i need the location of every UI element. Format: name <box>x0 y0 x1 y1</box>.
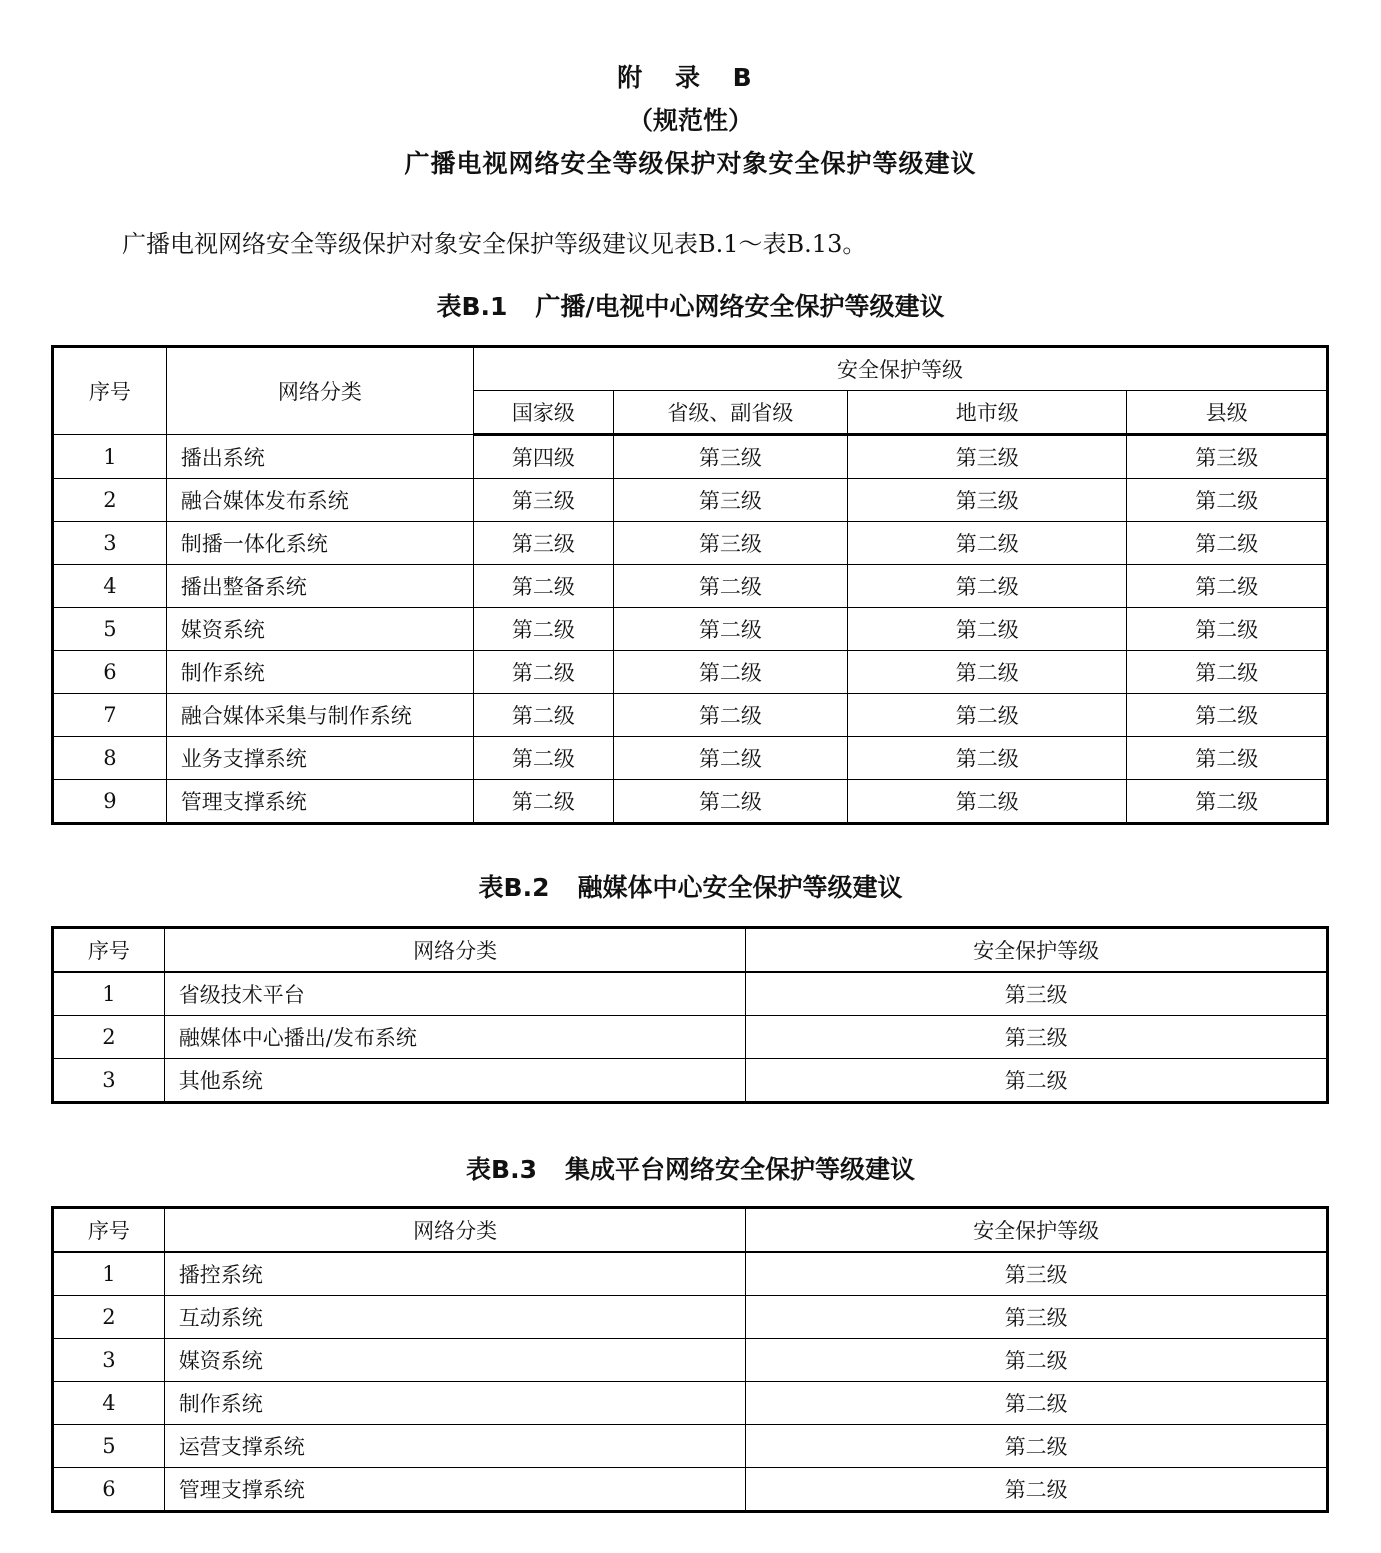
table-cell: 4 <box>53 1382 165 1425</box>
table-cell: 5 <box>53 1425 165 1468</box>
table-cell: 制播一体化系统 <box>166 522 473 565</box>
table-cell: 管理支撑系统 <box>166 780 473 824</box>
table2-caption-title: 融媒体中心安全保护等级建议 <box>577 873 903 902</box>
table-cell: 融合媒体发布系统 <box>166 479 473 522</box>
table1-caption-number: 表B.1 <box>436 292 508 321</box>
table-cell: 第二级 <box>1127 651 1328 694</box>
table-row <box>53 1059 1328 1103</box>
table2-header-level: 安全保护等级 <box>746 928 1328 973</box>
table-cell: 6 <box>53 1468 165 1512</box>
table-cell: 第三级 <box>848 435 1127 479</box>
table-cell: 媒资系统 <box>164 1339 746 1382</box>
table-cell: 8 <box>53 737 167 780</box>
table-cell: 3 <box>53 1339 165 1382</box>
table-cell: 第三级 <box>848 479 1127 522</box>
table-cell: 第三级 <box>474 479 614 522</box>
table-cell: 第二级 <box>848 694 1127 737</box>
table-cell: 第三级 <box>1127 435 1328 479</box>
table-cell: 制作系统 <box>166 651 473 694</box>
table-cell: 6 <box>53 651 167 694</box>
table-cell: 制作系统 <box>164 1382 746 1425</box>
table-cell: 第二级 <box>474 780 614 824</box>
table-cell: 第三级 <box>746 1296 1328 1339</box>
table1-header-county: 县级 <box>1127 391 1328 435</box>
table3-body <box>53 1252 1328 1512</box>
table-cell: 第二级 <box>848 565 1127 608</box>
table-cell: 第三级 <box>613 435 847 479</box>
table2-header-category: 网络分类 <box>164 928 746 973</box>
table-cell: 运营支撑系统 <box>164 1425 746 1468</box>
table1 <box>51 345 1329 825</box>
table-row <box>53 972 1328 1016</box>
table-cell: 第二级 <box>848 737 1127 780</box>
table-cell: 2 <box>53 1296 165 1339</box>
table-cell: 第二级 <box>746 1059 1328 1103</box>
table-cell: 第二级 <box>474 651 614 694</box>
table-cell: 第二级 <box>613 608 847 651</box>
table1-header-category: 网络分类 <box>166 347 473 435</box>
table-cell: 第二级 <box>1127 608 1328 651</box>
table-cell: 第二级 <box>1127 479 1328 522</box>
table2 <box>51 926 1329 1104</box>
table-cell: 第二级 <box>746 1339 1328 1382</box>
intro-paragraph: 广播电视网络安全等级保护对象安全保护等级建议见表B.1～表B.13。 <box>122 230 867 258</box>
table1-header-city: 地市级 <box>848 391 1127 435</box>
table-cell: 1 <box>53 972 165 1016</box>
table-cell: 1 <box>53 1252 165 1296</box>
table-row <box>53 1339 1328 1382</box>
table-cell: 2 <box>53 1016 165 1059</box>
table2-caption <box>0 868 1381 904</box>
table-cell: 第二级 <box>1127 780 1328 824</box>
table-cell: 第二级 <box>613 565 847 608</box>
table-cell: 第二级 <box>474 694 614 737</box>
table2-caption-number: 表B.2 <box>478 873 550 902</box>
table-cell: 第二级 <box>848 780 1127 824</box>
table1-header-seq: 序号 <box>53 347 167 435</box>
table-cell: 第二级 <box>848 608 1127 651</box>
table-cell: 第二级 <box>848 522 1127 565</box>
table3-caption <box>0 1150 1381 1186</box>
table-cell: 1 <box>53 435 167 479</box>
table3-header-seq: 序号 <box>53 1208 165 1253</box>
table-cell: 2 <box>53 479 167 522</box>
appendix-label: 附 录 B <box>617 63 764 92</box>
table2-header-seq: 序号 <box>53 928 165 973</box>
table-cell: 第三级 <box>746 1252 1328 1296</box>
table3-header-category: 网络分类 <box>164 1208 746 1253</box>
table-row <box>53 1296 1328 1339</box>
table-row <box>53 737 1328 780</box>
table-cell: 第二级 <box>474 565 614 608</box>
table-cell: 融媒体中心播出/发布系统 <box>164 1016 746 1059</box>
table3-caption-number: 表B.3 <box>466 1155 537 1184</box>
table-cell: 媒资系统 <box>166 608 473 651</box>
table-cell: 管理支撑系统 <box>164 1468 746 1512</box>
table-cell: 第二级 <box>1127 522 1328 565</box>
table-cell: 第四级 <box>474 435 614 479</box>
table-cell: 4 <box>53 565 167 608</box>
table-cell: 3 <box>53 1059 165 1103</box>
table-row <box>53 1252 1328 1296</box>
table-cell: 第三级 <box>613 522 847 565</box>
table-cell: 第三级 <box>613 479 847 522</box>
table-cell: 5 <box>53 608 167 651</box>
table-row <box>53 522 1328 565</box>
table-row <box>53 651 1328 694</box>
table-cell: 第二级 <box>848 651 1127 694</box>
table-row <box>53 1382 1328 1425</box>
table-cell: 第二级 <box>746 1468 1328 1512</box>
appendix-nature: （规范性） <box>627 106 753 135</box>
table1-caption <box>0 287 1381 323</box>
table-cell: 其他系统 <box>164 1059 746 1103</box>
table-cell: 第二级 <box>474 737 614 780</box>
table-cell: 第二级 <box>613 737 847 780</box>
table3 <box>51 1206 1329 1513</box>
table-cell: 第二级 <box>1127 737 1328 780</box>
table-cell: 第二级 <box>746 1382 1328 1425</box>
table-cell: 第二级 <box>746 1425 1328 1468</box>
table-cell: 第二级 <box>1127 694 1328 737</box>
table-row <box>53 694 1328 737</box>
table-row <box>53 1468 1328 1512</box>
table-row <box>53 1016 1328 1059</box>
table-cell: 7 <box>53 694 167 737</box>
table-cell: 第三级 <box>746 972 1328 1016</box>
table-cell: 业务支撑系统 <box>166 737 473 780</box>
table-cell: 省级技术平台 <box>164 972 746 1016</box>
table-cell: 播控系统 <box>164 1252 746 1296</box>
table-cell: 第三级 <box>474 522 614 565</box>
table-row <box>53 780 1328 824</box>
table-row <box>53 479 1328 522</box>
table-cell: 互动系统 <box>164 1296 746 1339</box>
table1-body <box>53 435 1328 824</box>
table-cell: 第二级 <box>1127 565 1328 608</box>
table1-header-provincial: 省级、副省级 <box>613 391 847 435</box>
table-cell: 第二级 <box>474 608 614 651</box>
table-cell: 第二级 <box>613 651 847 694</box>
table-cell: 第二级 <box>613 694 847 737</box>
table-cell: 3 <box>53 522 167 565</box>
appendix-title: 广播电视网络安全等级保护对象安全保护等级建议 <box>404 149 977 178</box>
table-row <box>53 1425 1328 1468</box>
table-cell: 第三级 <box>746 1016 1328 1059</box>
table2-body <box>53 972 1328 1103</box>
table-row <box>53 565 1328 608</box>
table1-header-national: 国家级 <box>474 391 614 435</box>
table3-header-level: 安全保护等级 <box>746 1208 1328 1253</box>
table-cell: 播出系统 <box>166 435 473 479</box>
table-cell: 第二级 <box>613 780 847 824</box>
table-cell: 9 <box>53 780 167 824</box>
table-cell: 融合媒体采集与制作系统 <box>166 694 473 737</box>
table-row <box>53 435 1328 479</box>
table-cell: 播出整备系统 <box>166 565 473 608</box>
table3-caption-title: 集成平台网络安全保护等级建议 <box>564 1155 915 1184</box>
table1-caption-title: 广播/电视中心网络安全保护等级建议 <box>535 292 945 321</box>
table-row <box>53 608 1328 651</box>
table1-header-level: 安全保护等级 <box>474 347 1328 391</box>
